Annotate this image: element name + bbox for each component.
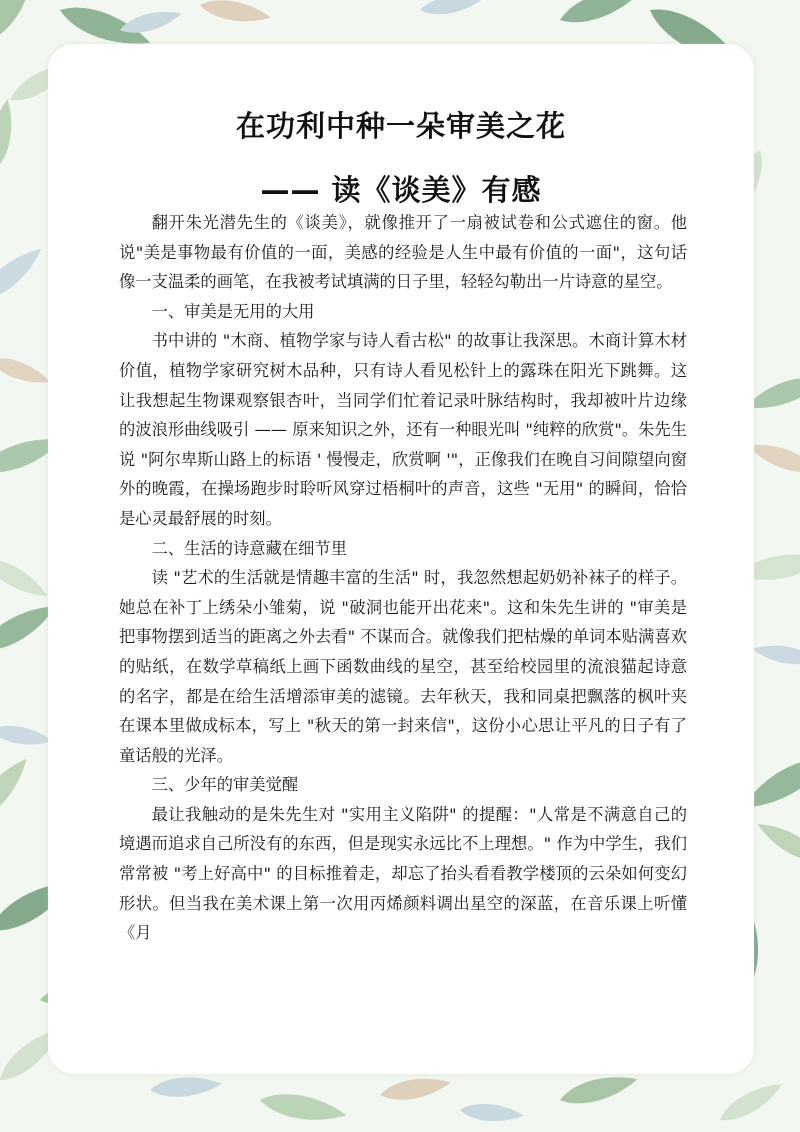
document-body xyxy=(119,208,687,948)
section-heading-2: 二、生活的诗意藏在细节里 xyxy=(151,538,347,558)
document-subtitle: —— 读《谈美》有感 xyxy=(260,173,542,207)
paragraph-section-1: 书中讲的 "木商、植物学家与诗人看古松" 的故事让我深思。木商计算木材价值，植物学家研究树木品种，只有诗人看见松针上的露珠在阳光下跳舞。这让我想起生物课观察银杏叶，当同学们忙着记录叶脉结构时，我却被叶片边缘的波浪形曲线吸引 —— 原来知识之外，还有一种眼光叫 "纯粹的欣赏"。朱先生说 "阿尔卑斯山路上的标语 ' 慢慢走，欣赏啊 '"，正像我们在晚自习间隙望向窗外的晚霞，在操场跑步时聆听风穿过梧桐叶的声音，这些 "无用" 的瞬间，恰恰是心灵最舒展的时刻。 xyxy=(119,331,687,528)
paragraph-section-2: 读 "艺术的生活就是情趣丰富的生活" 时，我忽然想起奶奶补袜子的样子。她总在补丁上绣朵小雏菊，说 "破洞也能开出花来"。这和朱先生讲的 "审美是把事物摆到适当的距离之外去看" 不谋而合。就像我们把枯燥的单词本贴满喜欢的贴纸，在数学草稿纸上画下函数曲线的星空，甚至给校园里的流浪猫起诗意的名字，都是在给生活增添审美的滤镜。去年秋天，我和同桌把飘落的枫叶夹在课本里做成标本，写上 "秋天的第一封来信"，这份小心思让平凡的日子有了童话般的光泽。 xyxy=(119,568,687,765)
document-page xyxy=(48,44,754,1074)
paragraph-intro: 翻开朱光潜先生的《谈美》，就像推开了一扇被试卷和公式遮住的窗。他说"美是事物最有价值的一面，美感的经验是人生中最有价值的一面"，这句话像一支温柔的画笔，在我被考试填满的日子里，轻轻勾勒出一片诗意的星空。 xyxy=(119,213,687,292)
section-heading-1: 一、审美是无用的大用 xyxy=(151,301,315,321)
paragraph-section-3: 最让我触动的是朱先生对 "实用主义陷阱" 的提醒："人常是不满意自己的境遇而追求自己所没有的东西，但是现实永远比不上理想。" 作为中学生，我们常常被 "考上好高中" 的目标推着走，却忘了抬头看看教学楼顶的云朵如何变幻形状。但当我在美术课上第一次用丙烯颜料调出星空的深蓝，在音乐课上听懂《月 xyxy=(119,804,687,943)
section-heading-3: 三、少年的审美觉醒 xyxy=(151,775,299,795)
document-title: 在功利中种一朵审美之花 xyxy=(235,109,566,143)
